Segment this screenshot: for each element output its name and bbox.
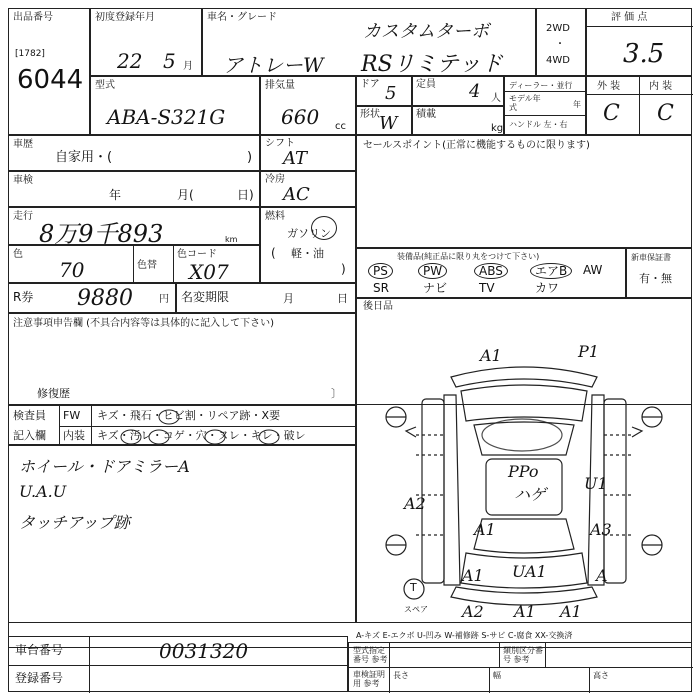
rear-items-label: 後日品 <box>363 301 393 312</box>
left-side-shape <box>444 395 460 585</box>
length-label: 長さ <box>393 671 409 680</box>
name-change-cell <box>176 283 356 313</box>
fuel-value: ガソリン <box>287 227 331 240</box>
equipment-item: SR <box>373 281 389 295</box>
car-name-cell <box>202 8 536 76</box>
ac-cell <box>260 171 356 207</box>
r-unit: 円 <box>159 294 169 305</box>
displacement-label: 排気量 <box>265 80 295 91</box>
shift-value: AT <box>283 148 308 169</box>
inspector-circles <box>9 406 357 446</box>
inspection-cell <box>8 171 260 207</box>
inspector-cell <box>8 405 356 445</box>
mileage-label: 走行 <box>13 211 33 222</box>
equipment-item: AW <box>583 263 603 277</box>
handwritten-note-3: タッチアップ跡 <box>19 513 130 532</box>
handwritten-note-2: U.A.U <box>19 482 67 501</box>
fuel-alt: 軽・油 <box>291 247 324 260</box>
mark-top-left: A1 <box>480 346 502 365</box>
fw-items: キズ・飛石・ヒビ割・リペア跡・X要 <box>97 409 281 422</box>
fw-label: FW <box>63 409 81 422</box>
fuel-circle <box>311 216 337 240</box>
int-items: キズ・汚レ・コゲ・穴・ヌレ・キレ・破レ <box>97 429 306 442</box>
legend: A-キズ E-エクボ U-凹み W-補修跡 S-サビ C-腐食 XX-交換済 <box>356 631 573 640</box>
mark-left-2: A1 <box>474 520 496 539</box>
ext-int-cell <box>586 76 692 135</box>
dealer-label: ディーラー・並行 <box>509 81 573 90</box>
score-value: 3.5 <box>623 39 665 69</box>
door-value: 5 <box>385 83 397 104</box>
sales-point-cell <box>356 135 692 248</box>
name-line3: RSリミテッド <box>361 52 503 77</box>
notes-label: 注意事項申告欄 (不具合内容等は具体的に記入して下さい) <box>13 318 274 329</box>
mileage-value: 8万9千893 <box>39 220 164 248</box>
use-value: 自家用・( <box>55 150 113 165</box>
handle-label: ハンドル 左・右 <box>509 120 568 129</box>
equipment-cell <box>356 248 626 298</box>
handwritten-notes-area <box>8 445 356 623</box>
spare-label: T <box>410 581 417 594</box>
mark-bottom-2: A1 <box>514 602 536 621</box>
year-suffix: 年 <box>573 100 581 109</box>
equipment-item: TV <box>479 281 495 295</box>
repair-label: 修復歴 <box>37 387 70 400</box>
fuel-cell <box>260 207 356 283</box>
spare-sub: スペア <box>404 605 428 614</box>
mark-rear-left: A1 <box>462 566 484 585</box>
shape-value: W <box>379 113 398 134</box>
ac-value: AC <box>283 184 310 205</box>
handwritten-note-1: ホイール・ドアミラーA <box>19 457 190 476</box>
color-change-label: 色替 <box>137 260 157 271</box>
mark-right-mid: A3 <box>590 520 612 539</box>
classification-label: 類別区分番号 参考 <box>503 646 543 664</box>
equipment-item: カワ <box>535 281 560 295</box>
capacity-label: 定員 <box>416 79 436 90</box>
model-value: ABA-S321G <box>107 105 226 129</box>
mileage-cell <box>8 207 260 248</box>
dealer-cell <box>504 76 586 135</box>
drive-4wd: 4WD <box>546 55 570 66</box>
footer-right <box>348 642 692 692</box>
drive-cell <box>536 8 586 76</box>
height-label: 高さ <box>593 671 609 680</box>
hood-shape <box>461 385 587 421</box>
ext-value: C <box>603 101 620 126</box>
name-line1: カスタムターボ <box>363 21 489 42</box>
repair-close: 〕 <box>331 387 342 400</box>
registration-label: 登録番号 <box>15 671 64 685</box>
inspection-year: 年 <box>109 188 122 202</box>
first-reg-cell <box>90 8 202 76</box>
capacity-unit: 人 <box>491 93 501 104</box>
use-close: ) <box>247 150 253 165</box>
mark-bottom-3: A1 <box>560 602 582 621</box>
displacement-unit: cc <box>335 121 346 132</box>
color-cell <box>8 245 260 283</box>
load-unit: kg <box>491 123 504 134</box>
door-label: ドア <box>360 79 380 90</box>
ac-label: 冷房 <box>265 174 285 185</box>
drive-dot: ・ <box>555 39 565 50</box>
r-value: 9880 <box>77 286 133 311</box>
lot-cell <box>8 8 90 135</box>
equipment-item: ナビ <box>423 281 448 295</box>
first-reg-year: 22 <box>117 49 143 73</box>
first-reg-month: 5 <box>163 49 176 73</box>
first-reg-label: 初度登録年月 <box>95 12 155 23</box>
capacity-value: 4 <box>469 81 481 102</box>
inspection-day: 日) <box>237 188 254 202</box>
name-line2: アトレーW <box>223 53 324 77</box>
windshield-shape <box>474 422 574 455</box>
mark-rear-center: UA1 <box>512 562 547 581</box>
new-warranty-cell <box>626 248 692 298</box>
equipment-item: エアB <box>530 263 572 279</box>
displacement-cell <box>260 76 356 135</box>
chassis-value: 0031320 <box>159 639 249 663</box>
mark-top-right: P1 <box>578 342 599 361</box>
ext-label: 外 装 <box>597 81 621 92</box>
inspector-label-2: 記入欄 <box>13 429 46 442</box>
lot-label: 出品番号 <box>13 12 53 23</box>
mark-bottom-1: A2 <box>462 602 484 621</box>
lot-number: 6044 <box>17 65 84 95</box>
model-label: 型式 <box>95 80 115 91</box>
equipment-item: PW <box>418 263 447 279</box>
left-panels <box>422 399 444 583</box>
capacity-cell <box>412 76 504 106</box>
name-change-day: 日 <box>337 292 348 305</box>
shape-label: 形状 <box>360 109 380 120</box>
lot-sub: [1782] <box>15 49 45 59</box>
use-cell <box>8 135 260 171</box>
name-change-label: 名変期限 <box>181 290 230 304</box>
shift-label: シフト <box>265 138 295 149</box>
int-label: 内 装 <box>649 81 673 92</box>
new-warranty-label: 新車保証書 <box>631 253 671 262</box>
equipment-item: PS <box>368 263 393 279</box>
drive-2wd: 2WD <box>546 23 570 34</box>
score-label: 評 価 点 <box>611 12 648 23</box>
load-cell <box>412 106 504 135</box>
shape-cell <box>356 106 412 135</box>
chassis-label: 車台番号 <box>15 643 64 657</box>
fuel-paren-left: ( <box>271 246 276 260</box>
fuel-paren-right: ) <box>341 262 346 276</box>
shift-cell <box>260 135 356 171</box>
r-ticket-cell <box>8 283 176 313</box>
mileage-unit: km <box>225 235 238 244</box>
footer-left <box>8 636 348 692</box>
inspection-month: 月( <box>177 188 194 202</box>
name-label: 車名・グレード <box>207 12 277 23</box>
r-label: R券 <box>13 290 34 304</box>
int-value: C <box>657 101 674 126</box>
use-label: 車歴 <box>13 139 33 150</box>
score-cell <box>586 8 692 76</box>
model-cell <box>90 76 260 135</box>
color-label: 色 <box>13 249 23 260</box>
month-suffix: 月 <box>183 61 193 72</box>
color-value: 70 <box>59 258 85 282</box>
designation-label: 型式指定番号 参考 <box>353 646 388 664</box>
front-bumper-shape <box>451 367 597 387</box>
name-change-month: 月 <box>283 292 294 305</box>
color-code-value: X07 <box>189 260 229 284</box>
inspector-label-1: 検査員 <box>13 409 46 422</box>
fuel-label: 燃料 <box>265 211 285 222</box>
model-year-label: モデル年式 <box>509 94 541 112</box>
notes-cell <box>8 313 356 405</box>
door-cell <box>356 76 412 106</box>
mark-rear-right: A <box>596 566 608 585</box>
mark-right-front: U1 <box>584 474 608 493</box>
sales-point-label: セールスポイント(正常に機能するものに限ります) <box>363 140 590 151</box>
displacement-value: 660 <box>281 105 320 129</box>
mark-left: A2 <box>404 494 426 513</box>
width-label: 幅 <box>493 671 501 680</box>
load-label: 積載 <box>416 109 436 120</box>
center-note-2: ハゲ <box>514 485 547 504</box>
new-warranty-value: 有・無 <box>639 272 672 285</box>
int-label: 内装 <box>63 429 85 442</box>
color-code-label: 色コード <box>177 249 217 260</box>
equipment-label: 装備品(純正品に限り丸をつけて下さい) <box>397 252 540 261</box>
cert-label: 車検証明用 参考 <box>353 670 385 688</box>
inspection-label: 車検 <box>13 175 33 186</box>
center-note-1: PPo <box>508 462 539 481</box>
equipment-item: ABS <box>474 263 508 279</box>
